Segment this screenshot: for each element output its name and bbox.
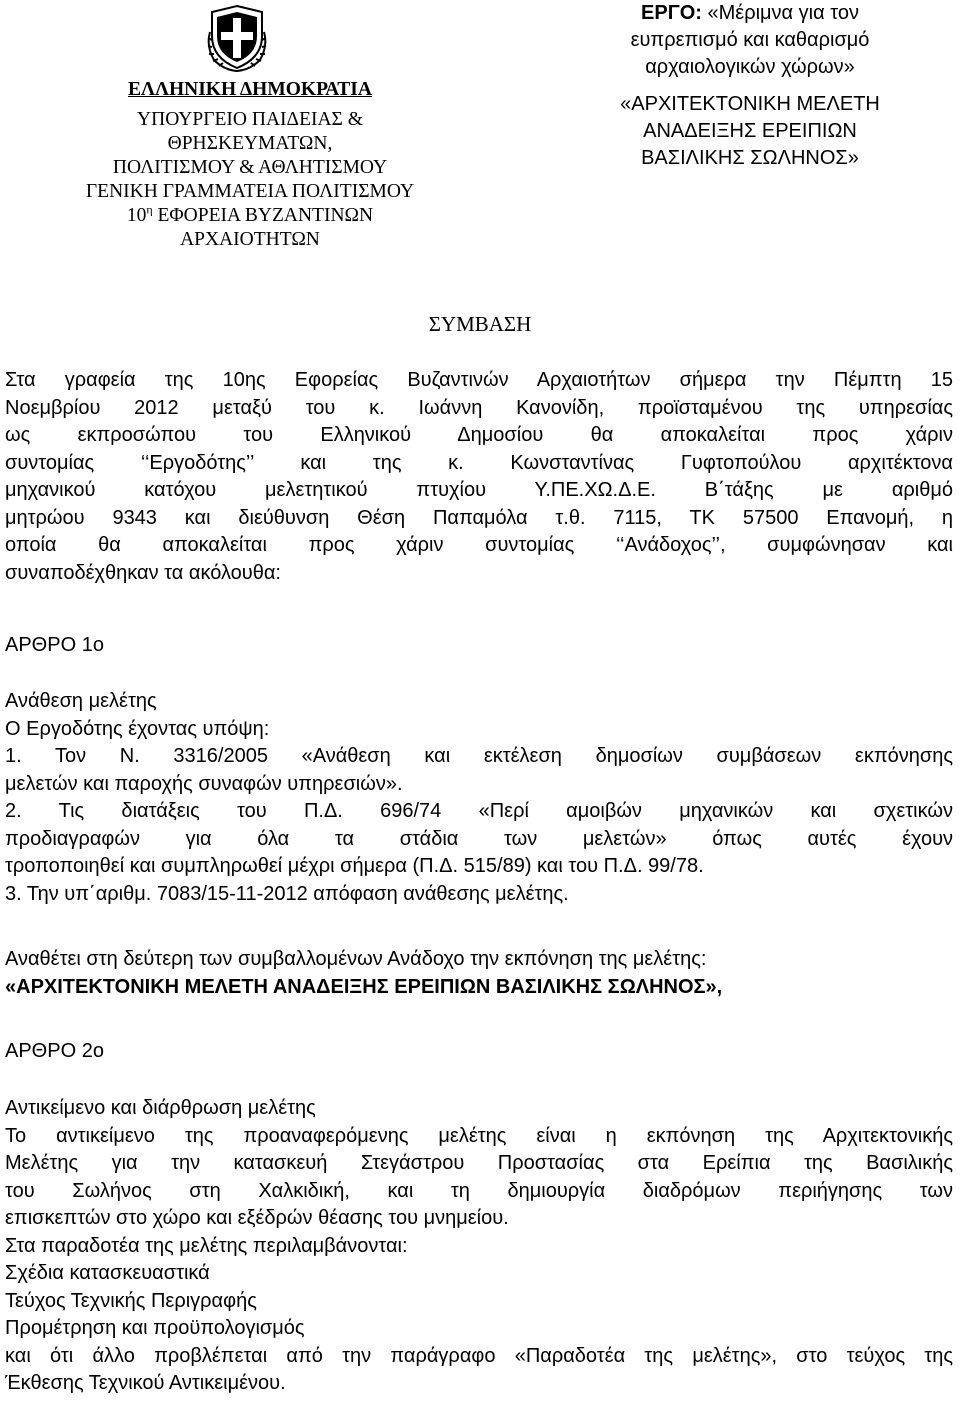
text-line: Το αντικείμενο της προαναφερόμενης μελέτης είναι η εκπόνηση της Αρχιτεκτονικής: [5, 1124, 953, 1147]
ministry-line: ΘΡΗΣΚΕΥΜΑΤΩΝ,: [167, 133, 333, 154]
article-2-body: [5, 1095, 953, 1398]
text-line: επισκεπτών στο χώρο και εξέδρών θέασης του μνημείου.: [5, 1207, 509, 1229]
contract-title: ΣΥΜΒΑΣΗ: [428, 312, 532, 336]
project-header: [560, 0, 940, 172]
country-name: ΕΛΛΗΝΙΚΗ ΔΗΜΟΚΡΑΤΙΑ: [128, 79, 372, 100]
ephorate-name: $10^\eta$ ΕΦΟΡΕΙΑ ΒΥΖΑΝΤΙΝΩΝ ΑΡΧΑΙΟΤΗΤΩΝ: [126, 202, 374, 250]
text-line: Μελέτης για την κατασκευή Στεγάστρου Προστασίας στα Ερείπια της Βασιλικής: [5, 1152, 953, 1174]
ministry-line: ΠΟΛΙΤΙΣΜΟΥ & ΑΘΛΗΤΙΣΜΟΥ: [112, 157, 388, 178]
text-line: Αναθέτει στη δεύτερη των συμβαλλομένων Ανάδοχο την εκπόνηση της μελέτης:: [5, 948, 707, 970]
issuer-header: [80, 78, 420, 252]
ministry-line: ΥΠΟΥΡΓΕΙΟ ΠΑΙΔΕΙΑΣ &: [137, 109, 363, 130]
text-line: προδιαγραφών για όλα τα στάδια των μελετών» όπως αυτές έχουν: [5, 827, 953, 850]
intro-paragraph: [5, 367, 953, 587]
text-line: του Σωλήνος στη Χαλκιδική, και τη δημιουργία διαδρόμων περιήγησης των: [5, 1179, 953, 1202]
study-title-line: «ΑΡΧΙΤΕΚΤΟΝΙΚΗ ΜΕΛΕΤΗ: [620, 93, 880, 115]
text-line: μητρώου 9343 και διεύθυνση Θέση Παπαμόλα τ.θ. 7115, ΤΚ 57500 Επανομή, η: [5, 506, 953, 529]
text-line: Στα παραδοτέα της μελέτης περιλαμβάνονται:: [5, 1234, 408, 1257]
text-line: 2. Τις διατάξεις του Π.Δ. 696/74 «Περί αμοιβών μηχανικών και σχετικών: [5, 800, 953, 822]
project-line: αρχαιολογικών χώρων»: [645, 56, 855, 78]
text-line: Έκθεσης Τεχνικού Αντικειμένου.: [5, 1372, 286, 1394]
text-line: συντομίας ‘‘Εργοδότης’’ και της κ. Κωνσταντίνας Γυφτοπούλου αρχιτέκτονα: [5, 451, 953, 474]
text-line: ως εκπροσώπου του Ελληνικού Δημοσίου θα αποκαλείται προς χάριν: [5, 424, 953, 446]
article-2-heading: ΑΡΘΡΟ 2ο: [5, 1040, 104, 1062]
text-line: μηχανικού κατόχου μελετητικού πτυχίου Υ.ΠΕ.ΧΩ.Δ.Ε. Β΄τάξης με αριθμό: [5, 479, 953, 501]
article-subtitle: Ανάθεση μελέτης: [5, 690, 157, 712]
text-line: μελετών και παροχής συναφών υπηρεσιών».: [5, 772, 403, 795]
text-line: τροποποιηθεί και συμπληρωθεί μέχρι σήμερα (Π.Δ. 515/89) και του Π.Δ. 99/78.: [5, 855, 704, 877]
project-line: ΕΡΓΟ: «Μέριμνα για τον: [641, 2, 859, 24]
text-line: και ότι άλλο προβλέπεται από την παράγραφο «Παραδοτέα της μελέτης», στο τεύχος της: [5, 1344, 953, 1367]
deliverable-item: Προμέτρηση και προϋπολογισμός: [5, 1317, 305, 1339]
deliverable-item: Τεύχος Τεχνικής Περιγραφής: [5, 1289, 257, 1312]
article-1-heading: ΑΡΘΡΟ 1ο: [5, 634, 104, 656]
assignment-paragraph: [5, 946, 953, 1001]
text-line: συναποδέχθηκαν τα ακόλουθα:: [5, 561, 281, 584]
text-line: 3. Την υπ΄αριθμ. 7083/15-11-2012 απόφαση ανάθεσης μελέτης.: [5, 882, 569, 905]
text-line: Ο Εργοδότης έχοντας υπόψη:: [5, 717, 270, 740]
study-title-line: ΒΑΣΙΛΙΚΗΣ ΣΩΛΗΝΟΣ»: [641, 147, 859, 169]
general-secretariat: ΓΕΝΙΚΗ ΓΡΑΜΜΑΤΕΙΑ ΠΟΛΙΤΙΣΜΟΥ: [85, 181, 415, 202]
article-1-body: [5, 688, 953, 908]
assigned-study-title: «ΑΡΧΙΤΕΚΤΟΝΙΚΗ ΜΕΛΕΤΗ ΑΝΑΔΕΙΞΗΣ ΕΡΕΙΠΙΩΝ ΒΑΣΙΛΙΚΗΣ ΣΩΛΗΝΟΣ»,: [5, 975, 723, 998]
text-line: οποία θα αποκαλείται προς χάριν συντομίας ‘‘Ανάδοχος’’, συμφώνησαν και: [5, 534, 953, 556]
text-line: 1. Τον Ν. 3316/2005 «Ανάθεση και εκτέλεση δημοσίων συμβάσεων εκπόνησης: [5, 745, 953, 767]
text-line: Στα γραφεία της 10ης Εφορείας Βυζαντινών Αρχαιοτήτων σήμερα την Πέμπτη 15: [5, 369, 953, 391]
study-title-line: ΑΝΑΔΕΙΞΗΣ ΕΡΕΙΠΙΩΝ: [643, 120, 857, 142]
article-subtitle: Αντικείμενο και διάρθρωση μελέτης: [5, 1097, 316, 1119]
project-line: ευπρεπισμό και καθαρισμό: [630, 29, 870, 51]
text-line: Νοεμβρίου 2012 μεταξύ του κ. Ιωάννη Κανονίδη, προϊσταμένου της υπηρεσίας: [5, 396, 953, 419]
project-label: ΕΡΓΟ:: [641, 2, 702, 24]
deliverable-item: Σχέδια κατασκευαστικά: [5, 1262, 210, 1284]
greek-coat-of-arms-emblem: [206, 2, 268, 72]
